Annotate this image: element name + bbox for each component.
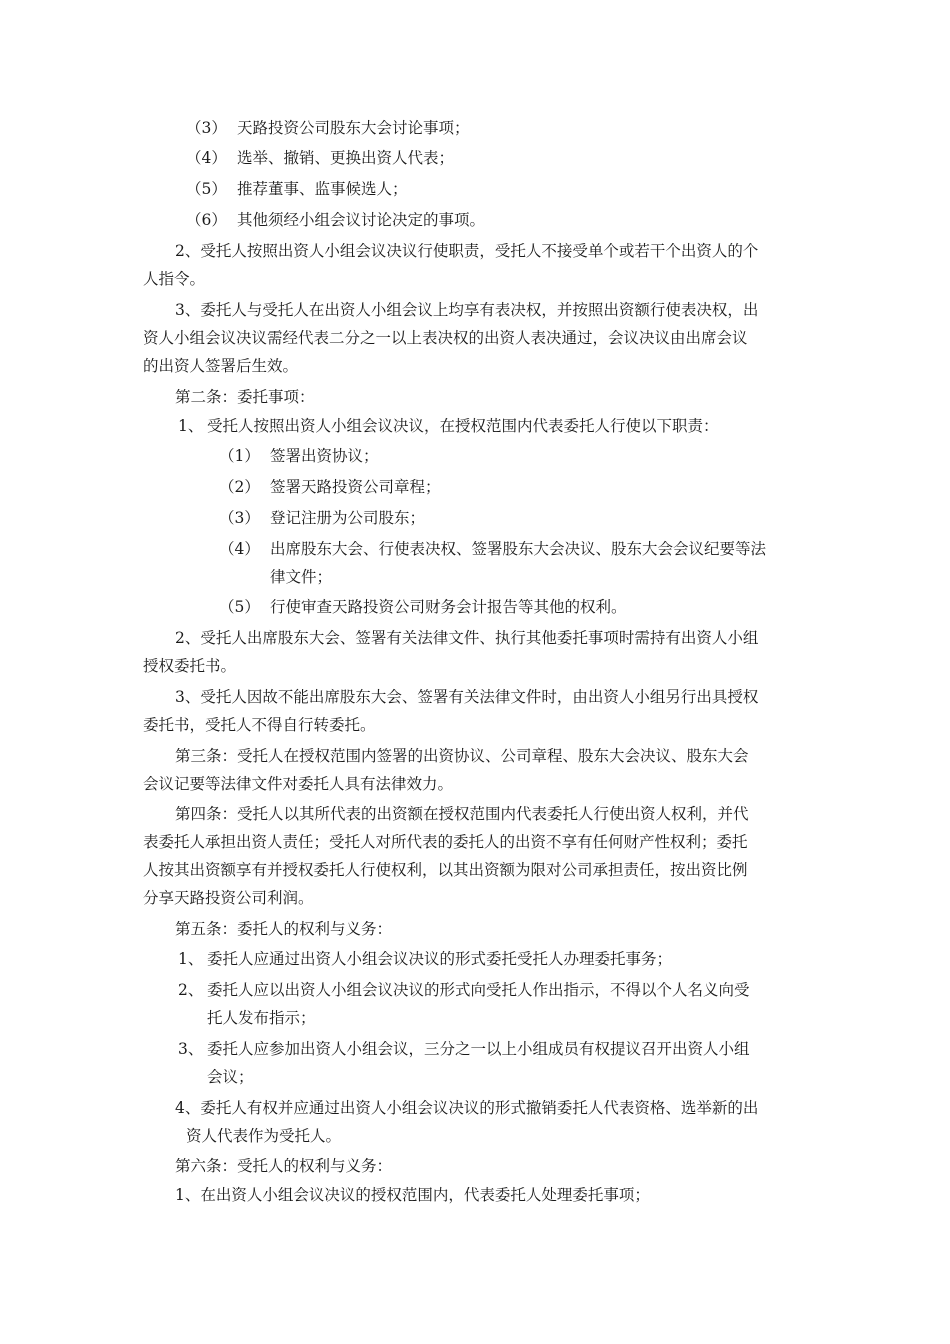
list-item-text: 推荐董事、监事候选人； <box>237 180 408 198</box>
article-heading: 第六条：受托人的权利与义务： <box>175 1157 393 1175</box>
paragraph-line: 第三条：受托人在授权范围内签署的出资协议、公司章程、股东大会决议、股东大会 <box>175 747 749 765</box>
list-item-number: （1） <box>219 447 260 465</box>
list-item-text: 其他须经小组会议讨论决定的事项。 <box>237 211 486 229</box>
list-item-number: （3） <box>219 509 260 527</box>
paragraph-line: 会议记要等法律文件对委托人具有法律效力。 <box>143 775 454 793</box>
list-item-text: 委托人应以出资人小组会议决议的形式向受托人作出指示，不得以个人名义向受 <box>207 981 750 999</box>
list-item-number: （4） <box>186 149 227 167</box>
list-item-text: 选举、撤销、更换出资人代表； <box>237 149 455 167</box>
list-item-number: （6） <box>186 211 227 229</box>
paragraph-line: 2、受托人出席股东大会、签署有关法律文件、执行其他委托事项时需持有出资人小组 <box>175 629 759 647</box>
paragraph-line: 授权委托书。 <box>143 657 237 675</box>
list-item-text: 登记注册为公司股东； <box>270 509 426 527</box>
paragraph-line: 4、委托人有权并应通过出资人小组会议决议的形式撤销委托人代表资格、选举新的出 <box>175 1099 759 1117</box>
list-item-text: 委托人应通过出资人小组会议决议的形式委托受托人办理委托事务； <box>207 950 673 968</box>
list-item-number: 3、 <box>178 1040 204 1058</box>
article-heading: 第五条：委托人的权利与义务： <box>175 920 393 938</box>
paragraph-line: 3、受托人因故不能出席股东大会、签署有关法律文件时，由出资人小组另行出具授权 <box>175 688 759 706</box>
list-item-text: 签署出资协议； <box>270 447 379 465</box>
list-item-text: 受托人按照出资人小组会议决议，在授权范围内代表委托人行使以下职责： <box>207 417 719 435</box>
paragraph-line: 1、在出资人小组会议决议的授权范围内，代表委托人处理委托事项； <box>175 1186 650 1204</box>
paragraph-line: 资人代表作为受托人。 <box>186 1127 342 1145</box>
list-item-number: （5） <box>219 598 260 616</box>
paragraph-line: 2、受托人按照出资人小组会议决议行使职责，受托人不接受单个或若干个出资人的个 <box>175 242 759 260</box>
list-item-text: 会议； <box>207 1068 254 1086</box>
list-item-number: 1、 <box>178 417 204 435</box>
list-item-text: 行使审查天路投资公司财务会计报告等其他的权利。 <box>270 598 627 616</box>
list-item-text: 天路投资公司股东大会讨论事项； <box>237 119 470 137</box>
paragraph-line: 委托书，受托人不得自行转委托。 <box>143 716 376 734</box>
list-item-number: （4） <box>219 540 260 558</box>
paragraph-line: 3、委托人与受托人在出资人小组会议上均享有表决权，并按照出资额行使表决权，出 <box>175 301 759 319</box>
list-item-number: （3） <box>186 119 227 137</box>
list-item-text: 委托人应参加出资人小组会议，三分之一以上小组成员有权提议召开出资人小组 <box>207 1040 750 1058</box>
paragraph-line: 第四条：受托人以其所代表的出资额在授权范围内代表委托人行使出资人权利，并代 <box>175 805 749 823</box>
list-item-number: 2、 <box>178 981 204 999</box>
paragraph-line: 分享天路投资公司利润。 <box>143 889 314 907</box>
list-item-number: （2） <box>219 478 260 496</box>
list-item-number: 1、 <box>178 950 204 968</box>
paragraph-line: 的出资人签署后生效。 <box>143 357 299 375</box>
list-item-text: 签署天路投资公司章程； <box>270 478 441 496</box>
paragraph-line: 资人小组会议决议需经代表二分之一以上表决权的出资人表决通过，会议决议由出席会议 <box>143 329 748 347</box>
paragraph-line: 表委托人承担出资人责任；受托人对所代表的委托人的出资不享有任何财产性权利；委托 <box>143 833 748 851</box>
article-heading: 第二条：委托事项： <box>175 388 315 406</box>
list-item-number: （5） <box>186 180 227 198</box>
list-item-text: 出席股东大会、行使表决权、签署股东大会决议、股东大会会议纪要等法 <box>270 540 767 558</box>
paragraph-line: 人按其出资额享有并授权委托人行使权利，以其出资额为限对公司承担责任，按出资比例 <box>143 861 748 879</box>
list-item-text: 托人发布指示； <box>207 1009 316 1027</box>
paragraph-line: 人指令。 <box>143 270 206 288</box>
list-item-text: 律文件； <box>270 568 333 586</box>
